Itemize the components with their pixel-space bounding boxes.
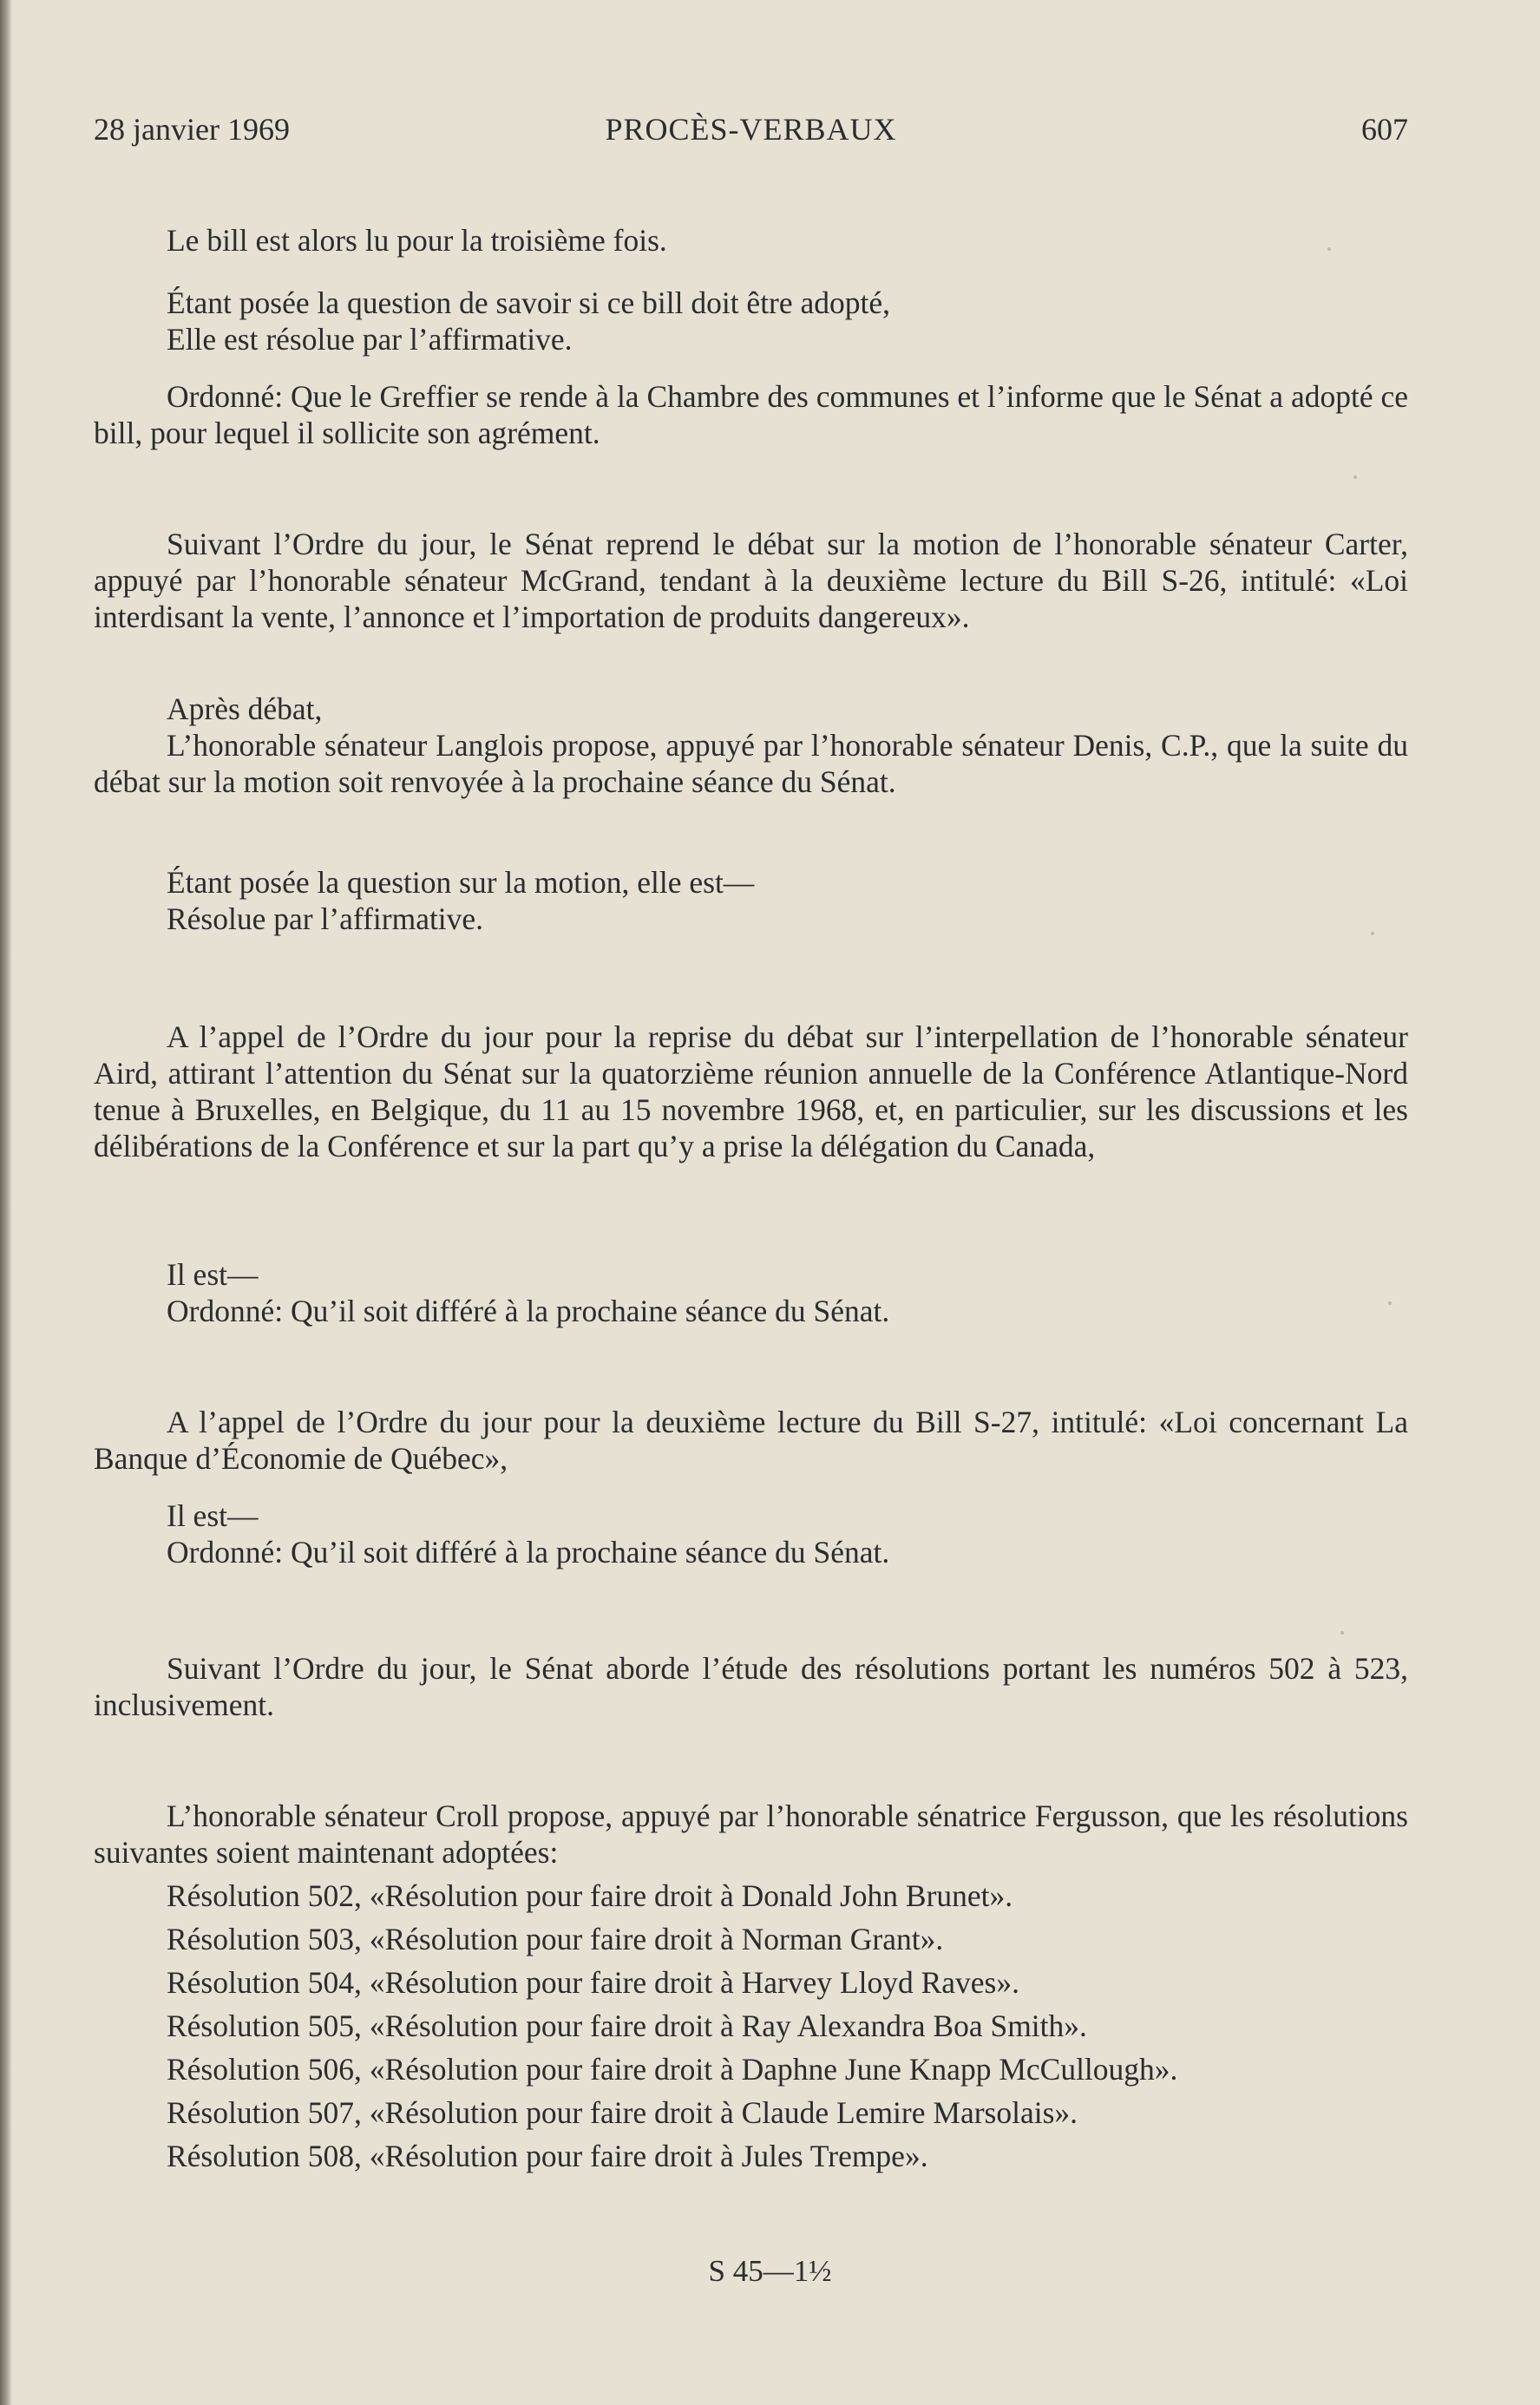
resolution-item: Résolution 508, «Résolution pour faire droit à Jules Trempe». <box>167 2139 928 2173</box>
paragraph-croll-motion <box>94 1798 1408 2174</box>
paper-speck <box>1340 1631 1344 1635</box>
paragraph-aird-interpellation: A l’appel de l’Ordre du jour pour la reprise du débat sur l’interpellation de l’honorable sénateur Aird, attirant l’attention du Sénat sur la quatorzième réunion annuelle de la Conférence Atlantique-Nord tenue à Bruxelles, en Belgique, du 11 au 15 novembre 1968, et, en particulier, sur les discussions et les délibérations de la Conférence et sur la part qu’y a prise la délégation du Canada, <box>94 1019 1408 1163</box>
paper-speck <box>1353 475 1357 479</box>
langlois-motion: L’honorable sénateur Langlois propose, appuyé par l’honorable sénateur Denis, C.P., que la suite du débat sur la motion soit renvoyée à la prochaine séance du Sénat. <box>94 728 1408 799</box>
paragraph-resolutions-study: Suivant l’Ordre du jour, le Sénat aborde l’étude des résolutions portant les numéros 502 à 523, inclusivement. <box>94 1651 1408 1722</box>
page-number: 607 <box>1361 112 1408 147</box>
paragraph-after-debate <box>94 691 1408 800</box>
page-header <box>94 111 1408 154</box>
resolution-item: Résolution 504, «Résolution pour faire droit à Harvey Lloyd Raves». <box>167 1965 1019 2000</box>
motion-resolved-line: Résolue par l’affirmative. <box>167 901 484 936</box>
resolution-item: Résolution 505, «Résolution pour faire droit à Ray Alexandra Boa Smith». <box>167 2009 1087 2043</box>
paragraph-question-adopted <box>94 285 1408 357</box>
paper-speck <box>1371 932 1374 935</box>
paragraph-deferred-1 <box>94 1256 1408 1329</box>
resolution-item: Résolution 503, «Résolution pour faire droit à Norman Grant». <box>167 1922 944 1956</box>
motion-question-line: Étant posée la question sur la motion, elle est— <box>167 865 755 900</box>
paper-speck <box>1388 1301 1392 1305</box>
resolved-line: Elle est résolue par l’affirmative. <box>167 322 573 357</box>
il-est-line-1: Il est— <box>167 1257 259 1292</box>
resolution-item: Résolution 506, «Résolution pour faire droit à Daphne June Knapp McCullough». <box>167 2052 1178 2087</box>
ordered-deferred-line-2: Ordonné: Qu’il soit différé à la prochaine séance du Sénat. <box>167 1535 890 1569</box>
page-footer-signature: S 45—1½ <box>708 2254 832 2288</box>
resolution-item: Résolution 507, «Résolution pour faire droit à Claude Lemire Marsolais». <box>167 2095 1078 2130</box>
header-date: 28 janvier 1969 <box>94 112 290 147</box>
question-line: Étant posée la question de savoir si ce bill doit être adopté, <box>167 285 891 320</box>
paragraph-deferred-2 <box>94 1497 1408 1570</box>
paragraph-third-reading: Le bill est alors lu pour la troisième fois. <box>167 223 667 258</box>
paragraph-motion-question <box>94 864 1408 937</box>
resolution-item: Résolution 502, «Résolution pour faire droit à Donald John Brunet». <box>167 1878 1013 1913</box>
paragraph-bill-s27: A l’appel de l’Ordre du jour pour la deuxième lecture du Bill S-27, intitulé: «Loi concernant La Banque d’Économie de Québec», <box>94 1405 1408 1476</box>
paragraph-bill-s26-debate: Suivant l’Ordre du jour, le Sénat reprend le débat sur la motion de l’honorable sénateur Carter, appuyé par l’honorable sénateur McGrand, tendant à la deuxième lecture du Bill S-26, intitulé: «Loi interdisant la vente, l’annonce et l’importation de produits dangereux». <box>94 527 1408 634</box>
ordered-deferred-line-1: Ordonné: Qu’il soit différé à la prochaine séance du Sénat. <box>167 1294 890 1328</box>
il-est-line-2: Il est— <box>167 1498 259 1533</box>
header-title: PROCÈS-VERBAUX <box>605 112 897 147</box>
paragraph-ordered-clerk: Ordonné: Que le Greffier se rende à la Chambre des communes et l’informe que le Sénat a adopté ce bill, pour lequel il sollicite son agrément. <box>94 379 1408 450</box>
croll-motion-text: L’honorable sénateur Croll propose, appuyé par l’honorable sénatrice Fergusson, que les résolutions suivantes soient maintenant adoptées: <box>94 1799 1408 1870</box>
paper-speck <box>1327 247 1331 251</box>
after-debate-line: Après débat, <box>167 691 323 726</box>
